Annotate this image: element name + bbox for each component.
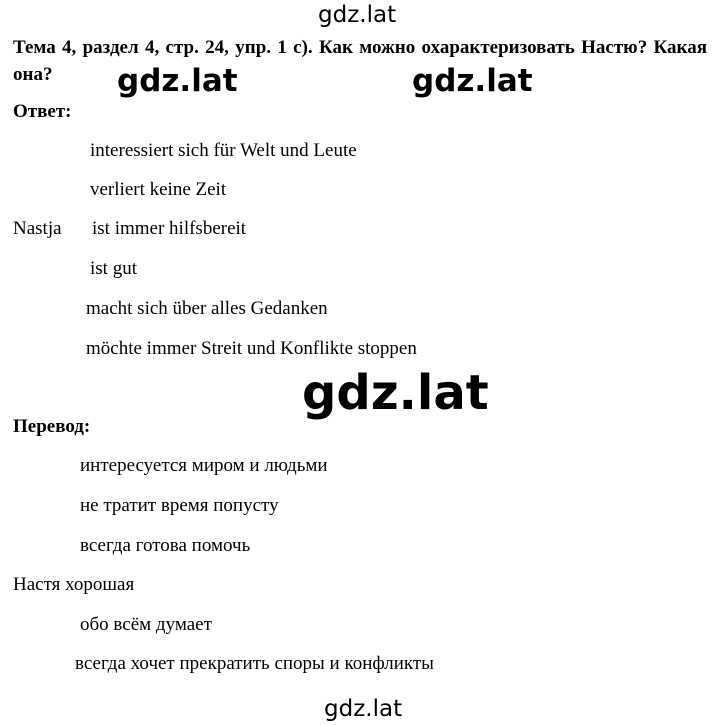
translation-line-2: не тратит время попусту xyxy=(80,495,279,516)
translation-line-1: интересуется миром и людьми xyxy=(80,455,328,476)
watermark-bottom: gdz.lat xyxy=(324,696,403,722)
answer-line-6: möchte immer Streit und Konflikte stoppen xyxy=(86,338,417,359)
translation-line-6: всегда хочет прекратить споры и конфликты xyxy=(75,653,434,674)
answer-line-1: interessiert sich für Welt und Leute xyxy=(90,140,357,161)
translation-line-4: Настя хорошая xyxy=(13,574,135,595)
watermark-top: gdz.lat xyxy=(318,2,397,28)
watermark-mid-left: gdz.lat xyxy=(117,63,238,99)
answer-line-2: verliert keine Zeit xyxy=(90,179,227,200)
task-title: Тема 4, раздел 4, стр. 24, упр. 1 c). Как можно охарактеризовать Настю? Какая она? xyxy=(13,37,707,85)
answer-heading: Ответ: xyxy=(13,101,72,122)
translation-heading: Перевод: xyxy=(13,416,91,437)
watermark-mid-right: gdz.lat xyxy=(412,63,533,99)
answer-line-3: ist immer hilfsbereit xyxy=(92,218,247,239)
translation-line-5: обо всём думает xyxy=(80,614,212,635)
answer-line-4: ist gut xyxy=(90,258,137,279)
translation-line-3: всегда готова помочь xyxy=(80,535,251,556)
answer-subject: Nastja xyxy=(13,218,62,239)
answer-line-5: macht sich über alles Gedanken xyxy=(86,298,328,319)
watermark-center: gdz.lat xyxy=(302,365,489,421)
